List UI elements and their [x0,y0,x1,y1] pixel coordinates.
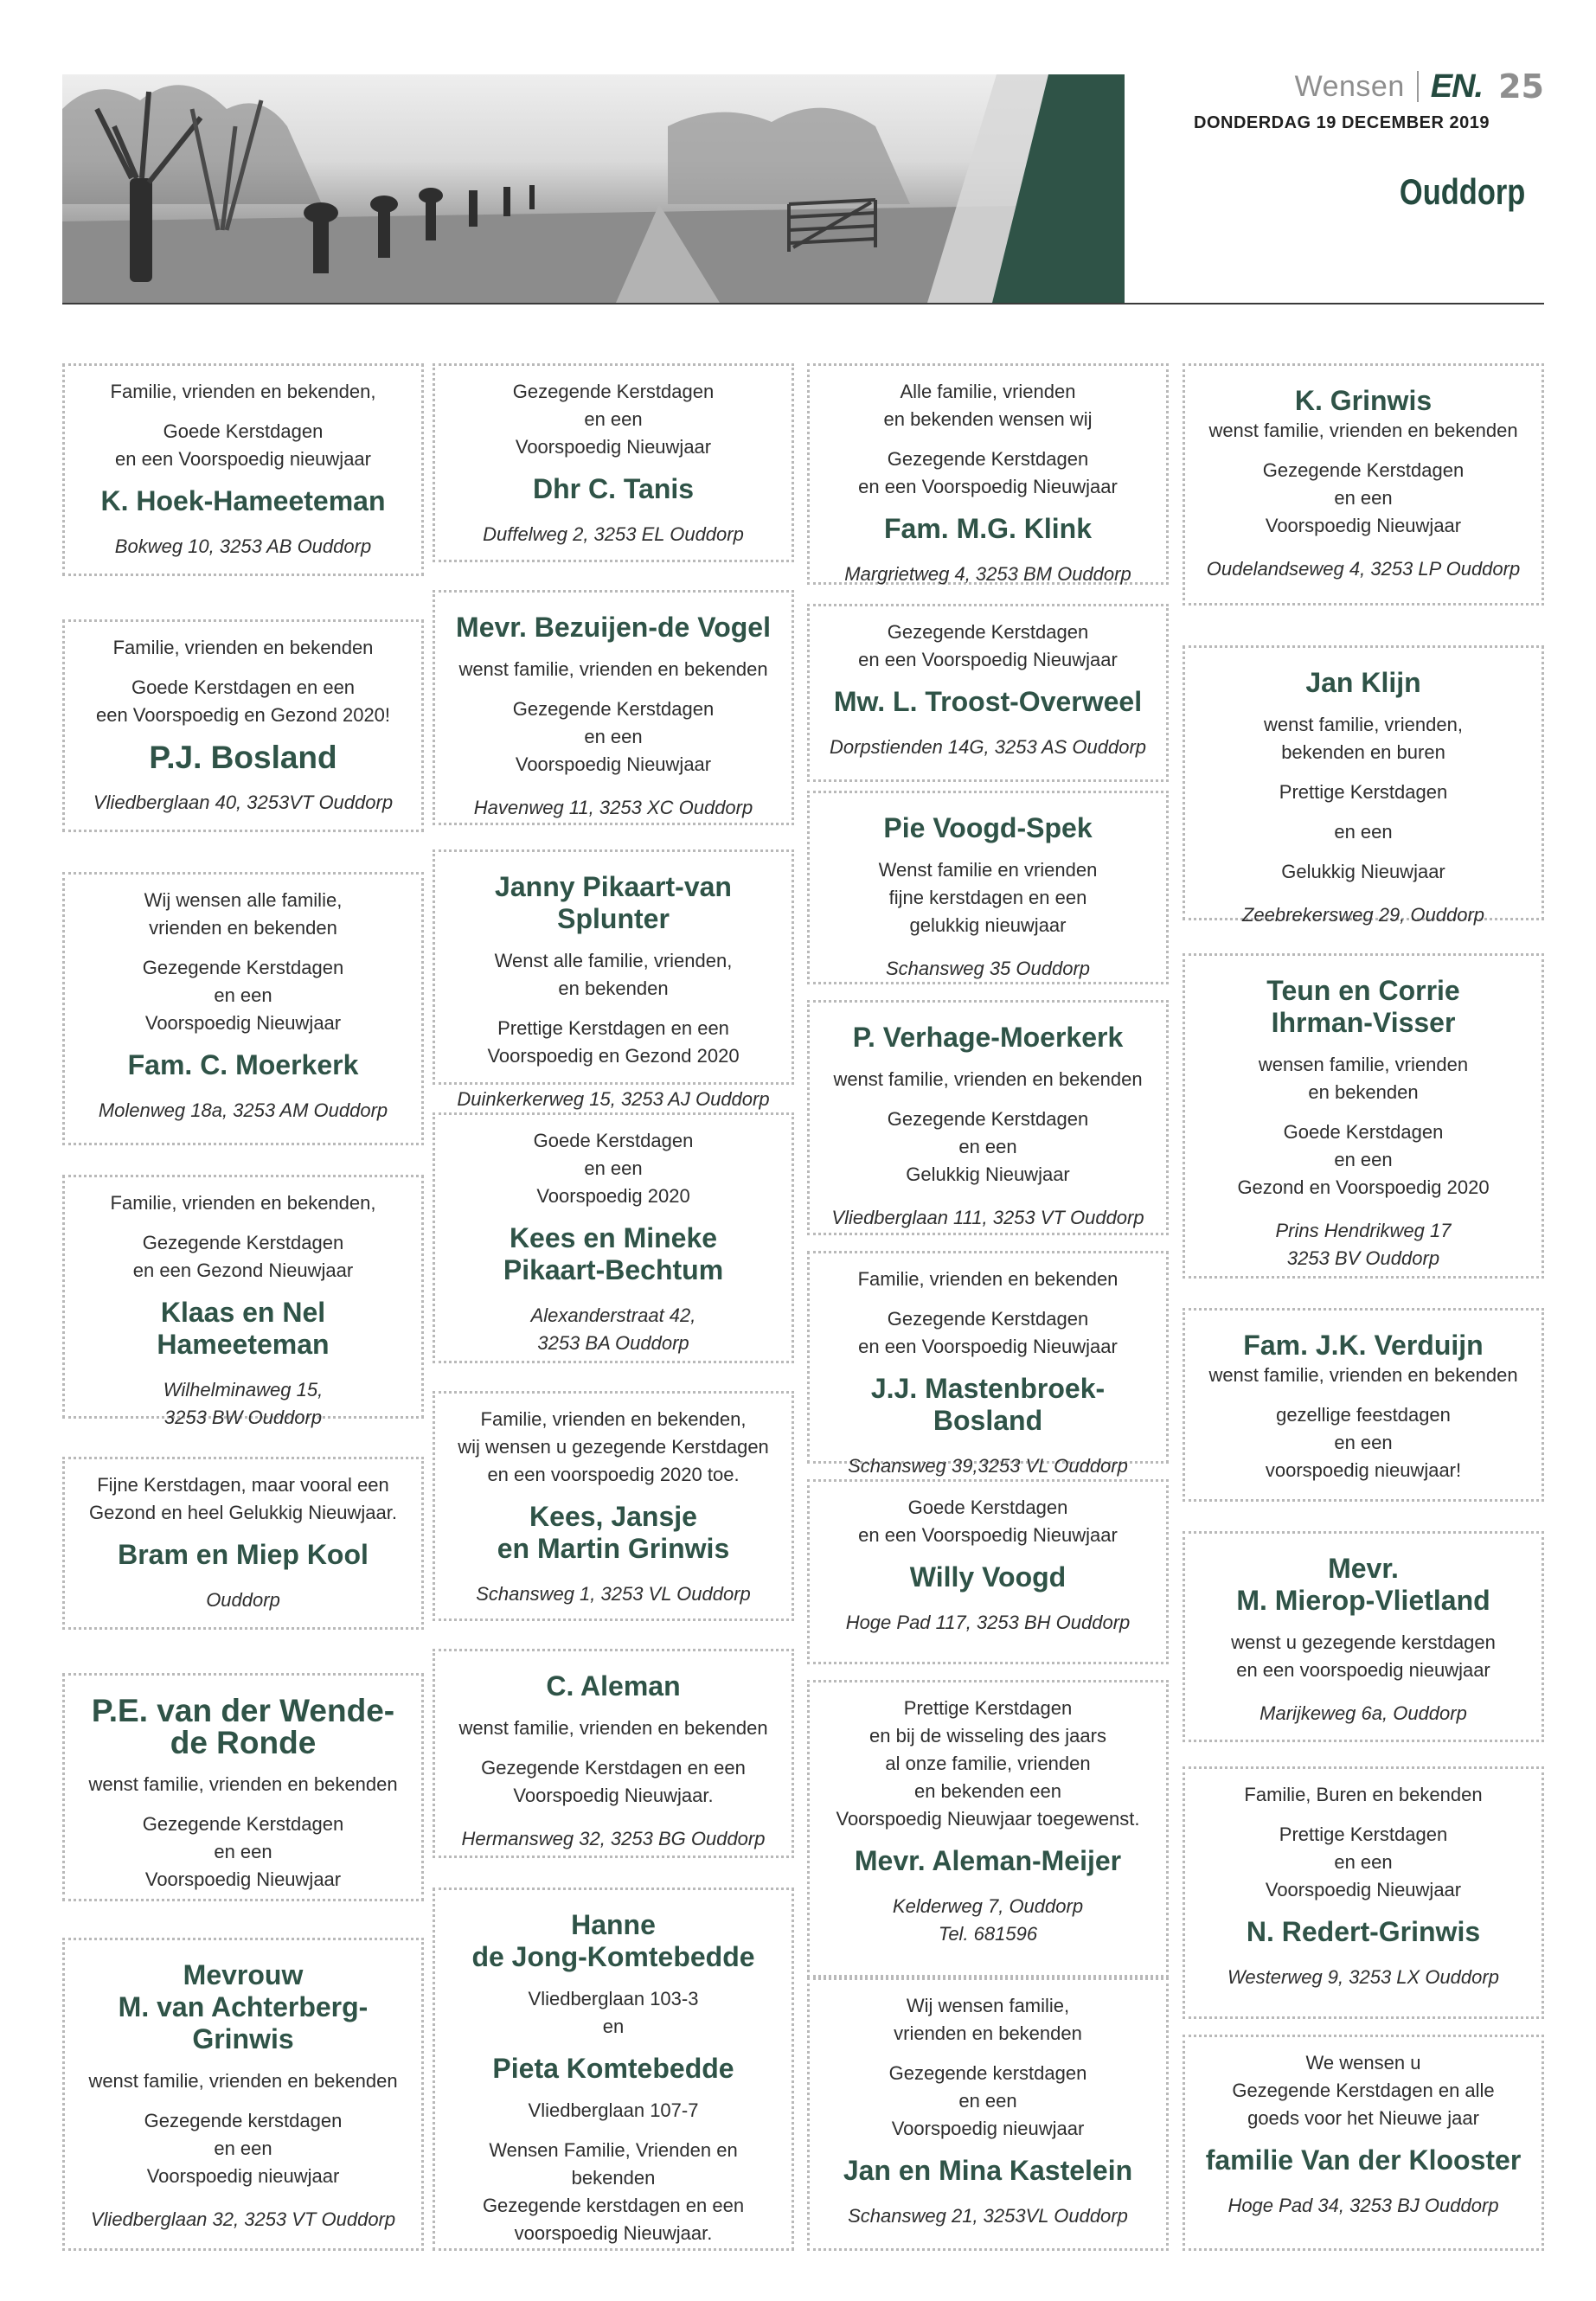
greeting-text: Familie, vrienden en bekenden, [110,381,376,402]
sender-name: Klaas en Nel Hameeteman [157,1297,330,1360]
sender-name: P.E. van der Wende- [91,1693,395,1728]
greeting-text: Gezegende kerstdagen [144,2110,343,2131]
greeting-text: Voorspoedig Nieuwjaar [144,1012,342,1034]
greeting-text: wenst familie, vrienden en bekenden [1208,420,1518,441]
greeting-text: en een Voorspoedig Nieuwjaar [858,649,1118,670]
greeting-text: Voorspoedig nieuwjaar [891,2118,1085,2139]
greeting-text: Prettige Kerstdagen [1279,1823,1448,1845]
newspaper-logo: EN. [1430,67,1484,105]
greeting-text: wenst u gezegende kerstdagen [1231,1631,1496,1653]
sender-name: Kees, Jansje [529,1501,697,1532]
sender-address: Vliedberglaan 32, 3253 VT Ouddorp [90,2208,396,2230]
greeting-text: Familie, vrienden en bekenden, [110,1192,376,1214]
greeting-text: Gezegende Kerstdagen [142,957,344,978]
greeting-text: Voorspoedig Nieuwjaar [1265,1879,1462,1900]
greeting-card [62,619,424,832]
greeting-text: en een [214,984,272,1006]
greeting-card [433,363,794,562]
page-number: 25 [1498,67,1544,106]
greeting-text: Voorspoedig en Gezond 2020 [487,1045,740,1067]
greeting-card [807,363,1169,585]
greeting-text: Prettige Kerstdagen [903,1697,1073,1719]
greeting-text: en een Voorspoedig Nieuwjaar [858,1524,1118,1546]
sender-address: Bokweg 10, 3253 AB Ouddorp [114,535,372,557]
greeting-card [62,363,424,576]
greeting-text: en een [1334,821,1393,843]
greeting-text: gezellige feestdagen [1276,1404,1451,1426]
greeting-text: en bij de wisseling des jaars [869,1725,1106,1747]
greeting-card [807,1000,1169,1235]
sender-name: P. Verhage-Moerkerk [852,1022,1124,1053]
greeting-text: Voorspoedig nieuwjaar [146,2165,340,2187]
greeting-text: voorspoedig Nieuwjaar. [514,2222,713,2244]
greeting-card [433,849,794,1110]
sender-address: Molenweg 18a, 3253 AM Ouddorp [98,1099,388,1121]
greeting-text: wenst familie, vrienden en bekenden [88,1773,398,1795]
sender-address: Duffelweg 2, 3253 EL Ouddorp [483,523,744,545]
greeting-text: en een voorspoedig nieuwjaar [1236,1659,1490,1681]
sender-name: M. van Achterberg- [118,1991,369,2022]
greeting-text: Gezegende kerstdagen en een [482,2195,745,2216]
greeting-text: Gezegende Kerstdagen [887,621,1089,643]
greeting-text: Gezegende Kerstdagen [512,698,715,720]
greeting-text: Voorspoedig Nieuwjaar. [513,1785,714,1806]
header-photo-banner [62,74,1125,303]
sender-name: Mw. L. Troost-Overweel [833,686,1143,717]
greeting-text: en een [214,1841,272,1862]
sender-name: Mevr. Bezuijen-de Vogel [456,612,771,643]
sender-name: Fam. J.K. Verduijn [1243,1330,1484,1361]
sender-name: Hanne [571,1909,656,1940]
greeting-text: en bekenden wensen wij [883,408,1093,430]
sender-name: Pie Voogd-Spek [883,812,1093,843]
greeting-text: Goede Kerstdagen [533,1130,694,1151]
sender-address: Margrietweg 4, 3253 BM Ouddorp [844,563,1131,585]
greeting-text: en een Voorspoedig Nieuwjaar [858,476,1118,497]
greeting-card [62,1938,424,2251]
greeting-text: Voorspoedig 2020 [536,1185,690,1207]
greeting-text: Goede Kerstdagen en een [131,676,356,698]
greeting-card [433,590,794,825]
sender-address: Hoge Pad 34, 3253 BJ Ouddorp [1227,2195,1499,2216]
sender-name: Kees en Mineke [509,1222,718,1253]
greeting-card [433,1888,794,2251]
sender-address: Schansweg 21, 3253VL Ouddorp [848,2205,1128,2227]
page-title: Ouddorp [1399,171,1525,212]
greeting-card [807,1479,1169,1664]
sender-address: Tel. 681596 [938,1923,1038,1945]
greeting-text: Familie, vrienden en bekenden [857,1268,1118,1290]
greeting-text: Gelukkig Nieuwjaar [1281,861,1445,882]
greeting-text: Gezond en heel Gelukkig Nieuwjaar. [89,1502,397,1523]
masthead-divider [1417,71,1419,102]
greeting-card [62,1175,424,1428]
greeting-text: een Voorspoedig en Gezond 2020! [95,704,391,726]
sender-name: Fam. C. Moerkerk [127,1049,359,1080]
sender-address: Zeebrekersweg 29, Ouddorp [1241,904,1485,926]
sender-address: Alexanderstraat 42, [530,1304,696,1326]
greeting-text: en een [584,726,643,747]
greeting-text: Familie, vrienden en bekenden, [480,1408,747,1430]
greeting-text: Familie, Buren en bekenden [1244,1784,1483,1805]
greeting-card [433,1112,794,1363]
greeting-card [807,1977,1169,2251]
sender-address: 3253 BV Ouddorp [1286,1247,1440,1269]
sender-name: en Martin Grinwis [497,1533,730,1564]
sender-name: P.J. Bosland [149,740,337,775]
greeting-card [807,1680,1169,1977]
greeting-card [1183,363,1544,606]
greeting-text: Alle familie, vrienden [900,381,1076,402]
greeting-text: Vliedberglaan 103-3 [528,1988,699,2009]
greeting-text: Gezegende Kerstdagen [1262,459,1465,481]
greeting-card [62,1457,424,1630]
greeting-text: Voorspoedig Nieuwjaar [515,753,712,775]
sender-name: Fam. M.G. Klink [883,513,1093,544]
greeting-text: Gezegende Kerstdagen [887,1308,1089,1330]
sender-name: Mevrouw [183,1959,304,1990]
publication-date: DONDERDAG 19 DECEMBER 2019 [1194,113,1490,132]
greeting-card [1183,953,1544,1279]
greeting-card [1183,2035,1544,2251]
sender-name: Mevr. Aleman-Meijer [854,1845,1122,1876]
greeting-text: Voorspoedig Nieuwjaar toegewenst. [836,1808,1140,1830]
greeting-card [1183,1308,1544,1502]
sender-name: de Ronde [170,1725,317,1760]
sender-name: Janny Pikaart-van Splunter [495,871,732,934]
greeting-text: Gezegende Kerstdagen [142,1232,344,1253]
sender-name: Grinwis [192,2023,294,2054]
greeting-text: Gezegende Kerstdagen [512,381,715,402]
sender-name: Pieta Komtebedde [492,2053,734,2084]
greeting-text: Prettige Kerstdagen en een [497,1017,729,1039]
greeting-text: Gezegende Kerstdagen [887,448,1089,470]
sender-address: Vliedberglaan 40, 3253VT Ouddorp [93,792,394,813]
greeting-text: en een Voorspoedig Nieuwjaar [858,1336,1118,1357]
sender-name: Mevr. [1328,1553,1399,1584]
greeting-text: en een [214,2138,272,2159]
masthead [1295,67,1544,106]
greeting-text: en een [1334,1432,1393,1453]
sender-address: Kelderweg 7, Ouddorp [892,1895,1084,1917]
greeting-text: Gezegende Kerstdagen [142,1813,344,1835]
sender-name: Jan en Mina Kastelein [843,2155,1133,2186]
greeting-text: We wensen u [1305,2052,1421,2073]
header-divider [62,303,1544,304]
sender-address: Schansweg 1, 3253 VL Ouddorp [476,1583,751,1605]
sender-address: Schansweg 39,3253 VL Ouddorp [848,1455,1128,1477]
greeting-text: Gezegende Kerstdagen [887,1108,1089,1130]
sender-name: Pikaart-Bechtum [503,1254,724,1285]
greeting-text: Wenst familie en vrienden [878,859,1098,881]
greeting-text: Wij wensen alle familie, [144,889,343,911]
greeting-card [1183,1531,1544,1742]
greeting-text: wenst familie, vrienden en bekenden [1208,1364,1518,1386]
sender-address: Dorpstienden 14G, 3253 AS Ouddorp [829,736,1147,758]
greeting-text: wenst familie, vrienden en bekenden [833,1068,1143,1090]
sender-address: Marijkeweg 6a, Ouddorp [1259,1702,1467,1724]
sender-address: Vliedberglaan 111, 3253 VT Ouddorp [831,1207,1144,1228]
greeting-text: wenst familie, vrienden en bekenden [458,1717,768,1739]
sender-name: Teun en Corrie [1266,975,1460,1006]
sender-name: familie Van der Klooster [1205,2144,1522,2176]
greeting-text: Voorspoedig Nieuwjaar [144,1868,342,1890]
greeting-text: en een Voorspoedig nieuwjaar [114,448,371,470]
greeting-text: Gezegende Kerstdagen en een [481,1757,746,1779]
greeting-text: Vliedberglaan 107-7 [528,2099,699,2121]
greeting-card [433,1649,794,1858]
greeting-text: wij wensen u gezegende Kerstdagen [458,1436,769,1458]
sender-address: Westerweg 9, 3253 LX Ouddorp [1227,1966,1499,1988]
greeting-text: Wensen Familie, Vrienden en bekenden [489,2139,738,2189]
greeting-text: Gezond en Voorspoedig 2020 [1237,1176,1490,1198]
greeting-text: Goede Kerstdagen [907,1497,1068,1518]
greeting-text: Goede Kerstdagen [1283,1121,1444,1143]
sender-name: de Jong-Komtebedde [471,1941,755,1972]
greeting-text: vrienden en bekenden [149,917,337,939]
sender-address: Schansweg 35 Ouddorp [885,958,1091,979]
greeting-text: goeds voor het Nieuwe jaar [1247,2107,1479,2129]
winter-landscape-illustration [62,74,1125,303]
greeting-text: en een [1334,1851,1393,1873]
greeting-text: fijne kerstdagen en een [888,887,1087,908]
greeting-text: en bekenden [558,977,669,999]
greeting-text: gelukkig nieuwjaar [909,914,1067,936]
sender-address: Duinkerkerweg 15, 3253 AJ Ouddorp [457,1088,770,1110]
greeting-card [807,791,1169,984]
greeting-text: en een Gezond Nieuwjaar [132,1259,354,1281]
greeting-text: vrienden en bekenden [894,2022,1082,2044]
greeting-text: en een [958,2090,1017,2112]
greeting-text: en bekenden [1308,1081,1419,1103]
sender-address: 3253 BW Ouddorp [163,1407,323,1428]
sender-address: Wilhelminaweg 15, [163,1379,324,1400]
greeting-text: wenst familie, vrienden en bekenden [458,658,768,680]
sender-address: Hermansweg 32, 3253 BG Ouddorp [461,1828,766,1849]
greeting-card [1183,1766,1544,2019]
greeting-text: Goede Kerstdagen [163,420,324,442]
greeting-card [807,604,1169,782]
greeting-card [62,872,424,1145]
greeting-text: Wenst alle familie, vrienden, [494,950,733,971]
sender-name: K. Hoek-Hameeteman [100,485,386,516]
greeting-text: en een [958,1136,1017,1157]
greeting-text: en een [1334,1149,1393,1170]
sender-name: J.J. Mastenbroek-Bosland [870,1373,1106,1436]
greeting-text: en een voorspoedig 2020 toe. [487,1464,740,1485]
greeting-text: en [602,2016,625,2037]
sender-name: C. Aleman [546,1670,681,1702]
sender-name: M. Mierop-Vlietland [1236,1585,1490,1616]
greeting-text: Prettige Kerstdagen [1279,781,1448,803]
greeting-text: en een [1334,487,1393,509]
greeting-text: en een [584,408,643,430]
sender-name: Bram en Miep Kool [118,1539,369,1570]
section-name: Wensen [1294,69,1405,103]
greeting-text: al onze familie, vrienden [885,1753,1091,1774]
greeting-text: en bekenden een [913,1780,1062,1802]
sender-name: Dhr C. Tanis [532,473,695,504]
greeting-text: Gezegende Kerstdagen en alle [1232,2080,1495,2101]
greeting-card [807,1251,1169,1477]
sender-address: Prins Hendrikweg 17 [1275,1220,1452,1241]
greeting-text: Voorspoedig Nieuwjaar [1265,515,1462,536]
greeting-text: wensen familie, vrienden [1258,1054,1469,1075]
greeting-text: wenst familie, vrienden en bekenden [88,2070,398,2092]
greeting-text: Fijne Kerstdagen, maar vooral een [97,1474,389,1496]
greeting-text: wenst familie, vrienden, [1264,714,1463,735]
sender-address: Oudelandseweg 4, 3253 LP Ouddorp [1206,558,1521,580]
sender-name: N. Redert-Grinwis [1246,1916,1481,1947]
greeting-card [433,1391,794,1621]
sender-address: Ouddorp [206,1589,280,1611]
sender-name: K. Grinwis [1294,385,1433,416]
sender-address: Havenweg 11, 3253 XC Ouddorp [473,797,753,818]
greeting-text: Voorspoedig Nieuwjaar [515,436,712,458]
sender-address: 3253 BA Ouddorp [537,1332,689,1354]
sender-name: Ihrman-Visser [1271,1007,1456,1038]
greeting-card [1183,645,1544,926]
sender-address: Hoge Pad 117, 3253 BH Ouddorp [845,1612,1131,1633]
greeting-text: Wij wensen familie, [906,1995,1070,2016]
greeting-text: en een [584,1157,643,1179]
greeting-text: Gezegende kerstdagen [888,2062,1087,2084]
greeting-text: bekenden en buren [1281,741,1445,763]
sender-name: Jan Klijn [1305,667,1421,698]
greeting-text: voorspoedig nieuwjaar! [1265,1459,1462,1481]
greeting-card [62,1673,424,1901]
greeting-text: Gelukkig Nieuwjaar [906,1163,1070,1185]
greeting-text: Familie, vrienden en bekenden [112,637,374,658]
sender-name: Willy Voogd [909,1561,1067,1593]
